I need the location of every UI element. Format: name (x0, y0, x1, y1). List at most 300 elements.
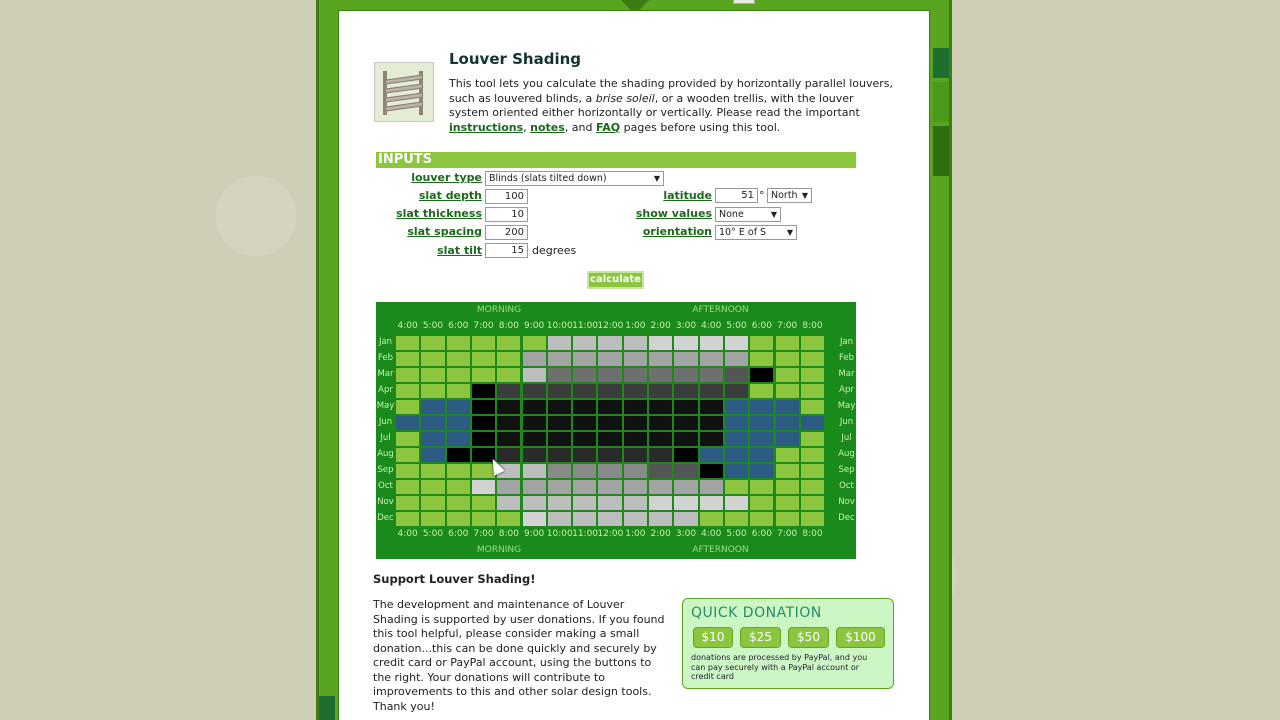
shade-cell[interactable] (597, 351, 622, 367)
shade-cell[interactable] (724, 367, 749, 383)
show-values-label[interactable]: show values (635, 207, 712, 220)
shade-cell[interactable] (648, 495, 673, 511)
shade-cell[interactable] (749, 479, 774, 495)
shade-cell[interactable] (775, 415, 800, 431)
shade-cell[interactable] (800, 351, 825, 367)
shade-cell[interactable] (597, 383, 622, 399)
shade-cell[interactable] (800, 415, 825, 431)
shade-cell[interactable] (471, 383, 496, 399)
shade-cell[interactable] (800, 495, 825, 511)
hour-header: 12:00 (597, 529, 624, 539)
shade-cell[interactable] (420, 351, 445, 367)
shade-cell[interactable] (420, 463, 445, 479)
hour-header: 4:00 (701, 321, 722, 331)
orientation-value: 10° E of S (719, 227, 767, 238)
shade-cell[interactable] (699, 431, 724, 447)
slat-depth-label[interactable]: slat depth (418, 189, 482, 202)
shade-cell[interactable] (572, 335, 597, 351)
month-label: Sep (838, 465, 855, 475)
shade-cell[interactable] (446, 335, 471, 351)
shade-cell[interactable] (420, 383, 445, 399)
shade-cell[interactable] (572, 495, 597, 511)
shade-cell[interactable] (471, 495, 496, 511)
month-label: Nov (838, 497, 855, 507)
shade-cell[interactable] (395, 383, 420, 399)
shade-cell[interactable] (446, 383, 471, 399)
shade-cell[interactable] (724, 511, 749, 527)
shade-cell[interactable] (749, 447, 774, 463)
shade-cell[interactable] (673, 367, 698, 383)
shade-cell[interactable] (395, 495, 420, 511)
shade-cell[interactable] (749, 463, 774, 479)
month-label: Feb (377, 353, 394, 363)
shade-cell[interactable] (724, 463, 749, 479)
shade-cell[interactable] (775, 399, 800, 415)
shade-cell[interactable] (673, 351, 698, 367)
quick-donation-box (682, 598, 894, 689)
shade-cell[interactable] (522, 415, 547, 431)
shade-cell[interactable] (446, 479, 471, 495)
shade-cell[interactable] (597, 399, 622, 415)
page-title: Louver Shading (449, 50, 582, 68)
shade-cell[interactable] (623, 447, 648, 463)
shade-cell[interactable] (522, 495, 547, 511)
shade-cell[interactable] (749, 367, 774, 383)
shade-cell[interactable] (522, 335, 547, 351)
shade-cell[interactable] (699, 367, 724, 383)
shade-cell[interactable] (699, 383, 724, 399)
louver-image (374, 62, 434, 122)
latitude-label[interactable]: latitude (663, 189, 712, 202)
shade-cell[interactable] (597, 367, 622, 383)
shade-cell[interactable] (597, 415, 622, 431)
month-label: Jun (378, 417, 393, 427)
intro-segment: , (523, 120, 527, 134)
hour-header: 8:00 (498, 321, 519, 331)
shade-cell[interactable] (749, 335, 774, 351)
shade-cell[interactable] (648, 463, 673, 479)
shade-cell[interactable] (420, 447, 445, 463)
shade-cell[interactable] (749, 415, 774, 431)
shade-cell[interactable] (547, 495, 572, 511)
shade-cell[interactable] (673, 495, 698, 511)
month-label: May (837, 401, 856, 411)
shade-cell[interactable] (800, 383, 825, 399)
shade-cell[interactable] (597, 431, 622, 447)
month-label: Apr (378, 385, 393, 395)
dropdown-caret-icon: ▼ (770, 210, 777, 219)
shade-cell[interactable] (420, 399, 445, 415)
shade-cell[interactable] (522, 367, 547, 383)
shade-cell[interactable] (673, 335, 698, 351)
shade-cell[interactable] (395, 447, 420, 463)
morning-band-bottom: MORNING (476, 545, 522, 555)
donate-50-button[interactable]: $50 (788, 627, 829, 648)
shade-cell[interactable] (471, 415, 496, 431)
shade-cell[interactable] (547, 447, 572, 463)
shade-cell[interactable] (673, 511, 698, 527)
shade-cell[interactable] (496, 335, 521, 351)
intro-segment: pages before using this tool. (620, 120, 781, 134)
hemisphere-select[interactable] (767, 188, 812, 203)
shade-cell[interactable] (623, 415, 648, 431)
shade-cell[interactable] (724, 383, 749, 399)
shade-cell[interactable] (547, 431, 572, 447)
shade-cell[interactable] (648, 447, 673, 463)
shade-cell[interactable] (547, 351, 572, 367)
side-tab[interactable] (319, 696, 335, 720)
donate-25-button[interactable]: $25 (740, 627, 781, 648)
show-values-select[interactable] (715, 207, 781, 222)
instructions-link[interactable]: instructions (449, 120, 524, 134)
shade-cell[interactable] (496, 399, 521, 415)
shade-cell[interactable] (547, 399, 572, 415)
shade-cell[interactable] (522, 399, 547, 415)
hour-header: 1:00 (625, 529, 646, 539)
dropdown-caret-icon: ▼ (786, 228, 793, 237)
shade-cell[interactable] (572, 415, 597, 431)
shade-cell[interactable] (446, 511, 471, 527)
shade-cell[interactable] (572, 367, 597, 383)
shade-cell[interactable] (623, 431, 648, 447)
hour-header: 11:00 (572, 529, 599, 539)
shade-cell[interactable] (471, 479, 496, 495)
dropdown-caret-icon: ▼ (653, 174, 660, 183)
shade-cell[interactable] (597, 335, 622, 351)
latitude-input[interactable]: 51 (715, 188, 758, 203)
month-label: Jan (839, 337, 854, 347)
shade-cell[interactable] (775, 383, 800, 399)
shade-cell[interactable] (775, 335, 800, 351)
shade-cell[interactable] (775, 463, 800, 479)
shade-cell[interactable] (471, 351, 496, 367)
shade-cell[interactable] (648, 351, 673, 367)
shade-cell[interactable] (724, 447, 749, 463)
hour-header: 1:00 (625, 321, 646, 331)
hour-header: 5:00 (726, 529, 747, 539)
shade-cell[interactable] (724, 399, 749, 415)
shade-cell[interactable] (496, 495, 521, 511)
shade-cell[interactable] (420, 511, 445, 527)
shade-cell[interactable] (673, 463, 698, 479)
shade-cell[interactable] (471, 399, 496, 415)
shade-cell[interactable] (648, 383, 673, 399)
shade-cell[interactable] (699, 495, 724, 511)
donate-10-button[interactable]: $10 (693, 627, 733, 648)
morning-band-top: MORNING (476, 305, 522, 315)
donation-note: donations are processed by PayPal, and you can pay securely with a PayPal account or credit card (691, 653, 868, 681)
shade-cell[interactable] (749, 495, 774, 511)
shade-cell[interactable] (395, 399, 420, 415)
shade-cell[interactable] (496, 415, 521, 431)
shade-cell[interactable] (446, 351, 471, 367)
latitude-unit: ° (759, 189, 765, 202)
month-label: Mar (377, 369, 394, 379)
shade-cell[interactable] (522, 511, 547, 527)
louver-type-select[interactable] (485, 171, 664, 186)
shade-cell[interactable] (572, 447, 597, 463)
shade-cell[interactable] (572, 399, 597, 415)
shade-cell[interactable] (496, 479, 521, 495)
shade-cell[interactable] (522, 479, 547, 495)
hour-header: 8:00 (802, 321, 823, 331)
slat-depth-input[interactable]: 100 (485, 189, 528, 204)
shade-cell[interactable] (800, 463, 825, 479)
shade-cell[interactable] (420, 431, 445, 447)
shade-cell[interactable] (623, 511, 648, 527)
shade-cell[interactable] (623, 479, 648, 495)
month-label: Jan (378, 337, 393, 347)
shade-cell[interactable] (496, 351, 521, 367)
hour-header: 4:00 (397, 529, 418, 539)
side-tab[interactable] (933, 126, 949, 176)
shade-cell[interactable] (673, 415, 698, 431)
shade-cell[interactable] (749, 351, 774, 367)
month-label: Dec (838, 513, 855, 523)
shade-cell[interactable] (623, 367, 648, 383)
shade-cell[interactable] (420, 479, 445, 495)
shade-cell[interactable] (724, 479, 749, 495)
hour-header: 2:00 (650, 529, 671, 539)
shade-cell[interactable] (699, 399, 724, 415)
shade-cell[interactable] (623, 495, 648, 511)
shade-cell[interactable] (597, 463, 622, 479)
shade-cell[interactable] (775, 495, 800, 511)
shade-cell[interactable] (572, 511, 597, 527)
shade-cell[interactable] (673, 431, 698, 447)
shade-cell[interactable] (775, 431, 800, 447)
shade-cell[interactable] (775, 479, 800, 495)
shade-cell[interactable] (597, 479, 622, 495)
faq-link[interactable]: FAQ (596, 120, 621, 134)
afternoon-band-bottom: AFTERNOON (692, 545, 749, 555)
shade-cell[interactable] (800, 511, 825, 527)
side-tab[interactable] (933, 48, 949, 78)
intro-segment: , or a wooden trellis, with the louver system oriented either horizontally or vertically. Please read the important (449, 91, 860, 119)
shade-cell[interactable] (395, 351, 420, 367)
louver-type-label[interactable]: louver type (411, 171, 482, 184)
shade-cell[interactable] (395, 431, 420, 447)
shade-cell[interactable] (699, 479, 724, 495)
month-label: Aug (838, 449, 855, 459)
shade-cell[interactable] (496, 511, 521, 527)
shade-cell[interactable] (395, 511, 420, 527)
shade-cell[interactable] (522, 383, 547, 399)
shading-grid (376, 302, 856, 559)
shade-cell[interactable] (648, 431, 673, 447)
slat-tilt-input[interactable]: 15 (485, 243, 528, 258)
donation-title: QUICK DONATION (691, 605, 822, 621)
shade-cell[interactable] (648, 399, 673, 415)
shade-cell[interactable] (724, 415, 749, 431)
shade-cell[interactable] (749, 511, 774, 527)
month-label: Mar (838, 369, 855, 379)
slat-spacing-label[interactable]: slat spacing (407, 225, 482, 238)
shade-cell[interactable] (597, 511, 622, 527)
intro-text (449, 77, 894, 135)
shade-cell[interactable] (572, 479, 597, 495)
shade-cell[interactable] (420, 495, 445, 511)
month-label: Jul (380, 433, 391, 443)
shade-cell[interactable] (572, 463, 597, 479)
shade-cell[interactable] (547, 415, 572, 431)
shade-cell[interactable] (547, 367, 572, 383)
shade-cell[interactable] (800, 447, 825, 463)
shade-cell[interactable] (496, 383, 521, 399)
shade-cell[interactable] (420, 367, 445, 383)
shade-cell[interactable] (724, 495, 749, 511)
support-title: Support Louver Shading! (373, 572, 536, 586)
hour-header: 5:00 (726, 321, 747, 331)
shade-cell[interactable] (547, 479, 572, 495)
shade-cell[interactable] (800, 431, 825, 447)
hour-header: 7:00 (473, 529, 494, 539)
shade-cell[interactable] (673, 399, 698, 415)
shade-cell[interactable] (699, 335, 724, 351)
intro-segment: , and (564, 120, 596, 134)
shade-cell[interactable] (547, 463, 572, 479)
month-label: Oct (839, 481, 854, 491)
shade-cell[interactable] (446, 431, 471, 447)
shade-cell[interactable] (395, 463, 420, 479)
hour-header: 10:00 (546, 321, 573, 331)
shade-cell[interactable] (572, 351, 597, 367)
hour-header: 5:00 (422, 321, 444, 331)
shade-cell[interactable] (800, 479, 825, 495)
shade-cell[interactable] (699, 351, 724, 367)
shade-cell[interactable] (623, 383, 648, 399)
shade-cell[interactable] (471, 431, 496, 447)
shade-cell[interactable] (597, 447, 622, 463)
shade-cell[interactable] (496, 367, 521, 383)
donate-100-button[interactable]: $100 (836, 627, 885, 648)
shade-cell[interactable] (522, 431, 547, 447)
notes-link[interactable]: notes (530, 120, 565, 134)
slat-tilt-label[interactable]: slat tilt (437, 244, 482, 257)
shade-cell[interactable] (597, 495, 622, 511)
hour-header: 12:00 (597, 321, 624, 331)
hour-header: 8:00 (802, 529, 823, 539)
inputs-heading: INPUTS (376, 152, 856, 168)
calculate-button[interactable]: calculate (587, 271, 644, 289)
shade-cell[interactable] (724, 335, 749, 351)
shade-cell[interactable] (699, 463, 724, 479)
shade-cell[interactable] (496, 431, 521, 447)
shade-cell[interactable] (547, 335, 572, 351)
hour-header: 2:00 (650, 321, 671, 331)
shade-cell[interactable] (395, 335, 420, 351)
shade-cell[interactable] (547, 383, 572, 399)
slat-spacing-input[interactable]: 200 (485, 225, 528, 240)
shade-cell[interactable] (623, 399, 648, 415)
shade-cell[interactable] (623, 351, 648, 367)
hour-header: 6:00 (751, 321, 772, 331)
shade-cell[interactable] (775, 351, 800, 367)
orientation-select[interactable] (715, 225, 797, 240)
shade-cell[interactable] (724, 431, 749, 447)
shade-cell[interactable] (749, 399, 774, 415)
shade-cell[interactable] (522, 463, 547, 479)
shade-cell[interactable] (395, 479, 420, 495)
shade-cell[interactable] (623, 463, 648, 479)
shade-cell[interactable] (800, 399, 825, 415)
intro-emphasis: brise soleil (595, 91, 655, 105)
shade-cell[interactable] (572, 383, 597, 399)
shade-cell[interactable] (446, 447, 471, 463)
slat-tilt-unit: degrees (532, 244, 577, 257)
slat-thickness-label[interactable]: slat thickness (396, 207, 482, 220)
shade-cell[interactable] (648, 415, 673, 431)
month-label: May (376, 401, 395, 411)
top-marker (733, 0, 755, 4)
shade-cell[interactable] (800, 335, 825, 351)
shade-cell[interactable] (547, 511, 572, 527)
shade-cell[interactable] (648, 367, 673, 383)
shade-cell[interactable] (522, 351, 547, 367)
hour-header: 3:00 (675, 321, 697, 331)
shade-cell[interactable] (673, 479, 698, 495)
shade-cell[interactable] (572, 431, 597, 447)
shade-cell[interactable] (699, 511, 724, 527)
shade-cell[interactable] (446, 495, 471, 511)
month-label: Aug (377, 449, 394, 459)
orientation-label[interactable]: orientation (642, 225, 712, 238)
louver-slat (385, 101, 423, 111)
shade-cell[interactable] (446, 415, 471, 431)
shade-cell[interactable] (446, 367, 471, 383)
month-label: Sep (377, 465, 394, 475)
hour-header: 9:00 (524, 529, 545, 539)
shade-cell[interactable] (623, 335, 648, 351)
shade-cell[interactable] (775, 447, 800, 463)
hour-header: 7:00 (777, 321, 798, 331)
shade-cell[interactable] (395, 367, 420, 383)
shade-cell[interactable] (471, 335, 496, 351)
hour-header: 6:00 (751, 529, 772, 539)
shade-cell[interactable] (446, 399, 471, 415)
shade-cell[interactable] (749, 431, 774, 447)
hour-header: 5:00 (422, 529, 444, 539)
shade-cell[interactable] (648, 335, 673, 351)
hour-header: 7:00 (777, 529, 798, 539)
month-label: Jul (841, 433, 852, 443)
shade-cell[interactable] (673, 383, 698, 399)
shade-cell[interactable] (648, 511, 673, 527)
shade-cell[interactable] (446, 463, 471, 479)
shade-cell[interactable] (699, 447, 724, 463)
shade-cell[interactable] (800, 367, 825, 383)
shade-cell[interactable] (724, 351, 749, 367)
intro-segment: This tool lets you calculate the shading provided by horizontally parallel louvers, such as louvered blinds, a (449, 77, 894, 105)
month-label: Apr (839, 385, 854, 395)
shade-cell[interactable] (420, 415, 445, 431)
shade-cell[interactable] (395, 415, 420, 431)
month-label: Feb (838, 353, 855, 363)
shade-cell[interactable] (775, 367, 800, 383)
side-tab[interactable] (933, 82, 949, 122)
shade-cell[interactable] (775, 511, 800, 527)
shade-cell[interactable] (420, 335, 445, 351)
shade-cell[interactable] (699, 415, 724, 431)
shade-cell[interactable] (648, 479, 673, 495)
afternoon-band-top: AFTERNOON (692, 305, 749, 315)
slat-thickness-input[interactable]: 10 (485, 207, 528, 222)
shade-cell[interactable] (471, 367, 496, 383)
shade-cell[interactable] (522, 447, 547, 463)
shade-cell[interactable] (673, 447, 698, 463)
shade-cell[interactable] (471, 511, 496, 527)
shade-cell[interactable] (749, 383, 774, 399)
